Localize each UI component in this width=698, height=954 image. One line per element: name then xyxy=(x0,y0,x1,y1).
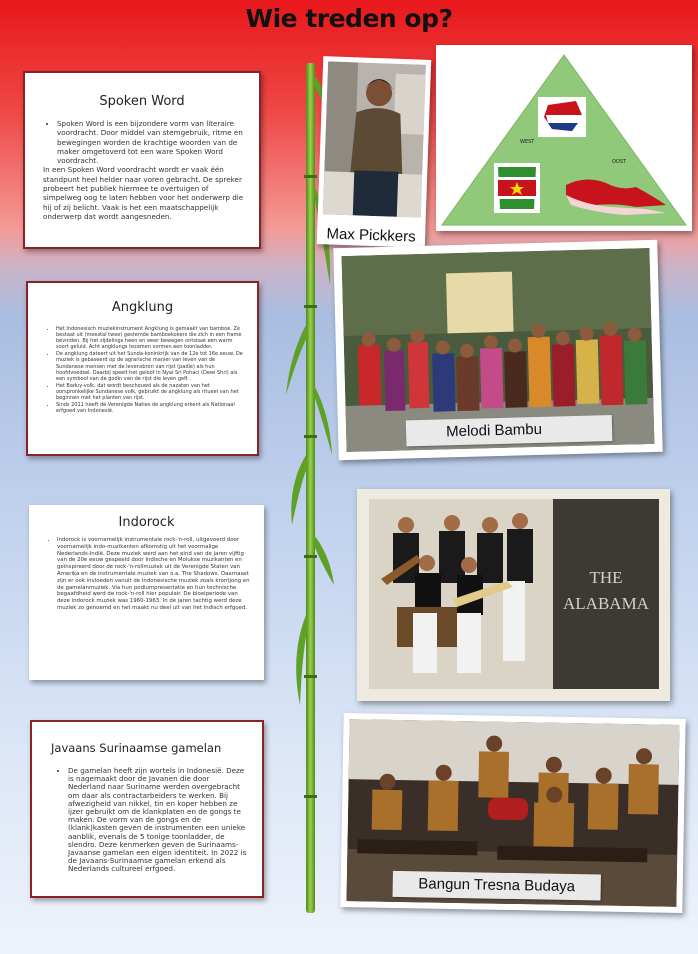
photo-caption: Bangun Tresna Budaya xyxy=(393,871,601,901)
card-text: • Spoken Word is een bijzondere vorm van literaire voordracht. Door middel van stemgebruik, ritme en bewegingen worden de krachtige woorden van de maker omgetoverd tot een ware Spoken Word voordracht. xyxy=(57,119,245,165)
card-text: In een Spoken Word voordracht wordt er vaak één standpunt heel helder naar voren gebracht. De spreker probeert het publiek hiermee te overtuigen of simpelweg oog te laten hebben voor het onderwerp die hij of zij belicht. Vaak is het een maatschappelijk onderwerp dat wordt aangesneden. xyxy=(43,165,244,221)
card-spoken-word xyxy=(23,71,261,249)
card-title: Spoken Word xyxy=(99,94,185,109)
band-sign-line2: ALABAMA xyxy=(563,594,649,613)
card-title: Javaans Surinaamse gamelan xyxy=(51,741,222,755)
band-sign-line1: THE xyxy=(589,568,623,587)
card-angklung xyxy=(26,281,259,456)
card-text: • De angklung dateert uit het Sunda-koninkrijk van de 12e tot 16e eeuw. De muziek is gebaseerd op de agrarische manier van leven van de Sundanese mensen met de levensbron van rijst (padie) als hun hoofdvoedsel. Daarbij speelt het geloof in Nyai Sri Pohaci (Dewi Shri) als een symbool van de godin van de rijst die leven geft . xyxy=(56,351,243,381)
map-label-west: WEST xyxy=(520,139,535,145)
card-gamelan xyxy=(30,720,264,898)
person-photo xyxy=(323,61,426,217)
band-photo xyxy=(357,489,670,701)
card-text: • Indorock is voornamelijk instrumentale rock-'n-roll, uitgevoerd door voornamelijk indo-muzikanten afkomstig uit het voormalige Nederlands-Indië. Deze muziek werd aan het eind van de jaren vijftig van de 20e eeuw gespeeld door Indische en Molukse muzikanten en geïnspireerd door de rock-'n-rollmuziek uit de Verenigde Staten van Amerika en de instrumentale muziek van o.a. The Shadows. Daarnaast zijn er ook invloeden vanuit de Indonesische muziek zoals krontjong en de gamelanmuziek. Via hun podiumpresentatie en hun technische begaafdheid werd de rock-'n-roll hier populair. De bloeiperiode van deze indorock muziek was 1960-1963. In de jaren tachtig werd deze muziek zo genoemd en het maakt nu deel uit van het Indisch erfgoed. xyxy=(57,537,252,612)
photo-bangun-tresna-budaya xyxy=(340,713,685,913)
photo-max-pickkers xyxy=(317,56,431,248)
card-text: • Het Indonesisch muziekinstrument Angklung is gemaakt van bamboe. Ze bestaat uit (meestal twee) gestemde bamboekokers die zich in een frame bevinden. Bij het zijdelings heen en weer bewegen ontstaat een warm soort geluid. Acht angklungs tezamen vormen een toonladder. xyxy=(56,326,243,350)
photo-caption: Max Pickkers xyxy=(317,225,426,246)
map-graphic xyxy=(436,45,692,231)
photo-the-alabama xyxy=(357,489,670,701)
card-title: Angklung xyxy=(111,300,174,315)
photo-caption: Melodi Bambu xyxy=(406,415,613,446)
page-title: Wie treden op? xyxy=(245,4,453,33)
card-text: • Sinds 2011 heeft de Verenigde Naties de angklung erkent als Nationaal erfgoed van Indonesië. xyxy=(56,402,243,414)
card-text: • Het Baduy-volk, dat wordt beschouwd als de nazaten van het oorspronkelijke Sundanese volk, gebruikt de angklung als ritueel van het beginnen met het planten van rijst. xyxy=(56,383,243,401)
photo-map-triangle xyxy=(436,45,692,231)
card-title: Indorock xyxy=(118,515,175,530)
card-text: • De gamelan heeft zijn wortels in Indonesië. Deze is nagemaakt door de Javanen die door Nederland naar Suriname werden overgebracht om daar als contractarbeiders te werken. Bij afwezigheid van nikkel, tin en koper hebben ze ijzer gebruikt om de klankplaten en de gongs te maken. De vorm van de gongs en de (klank)kasten geven de instrumenten een unieke aanblik, evenals de 5 tonige toonladder, de slendro. Deze kenmerken geven de Surinaams-Javaanse gamelan een eigen identiteit. In 2022 is de Javaans-Surinaamse gamelan erkend als Nederlands cultureel erfgoed. xyxy=(68,767,248,874)
photo-melodi-bambu xyxy=(333,240,662,460)
card-indorock xyxy=(29,505,264,680)
map-label-oost: OOST xyxy=(612,159,627,165)
